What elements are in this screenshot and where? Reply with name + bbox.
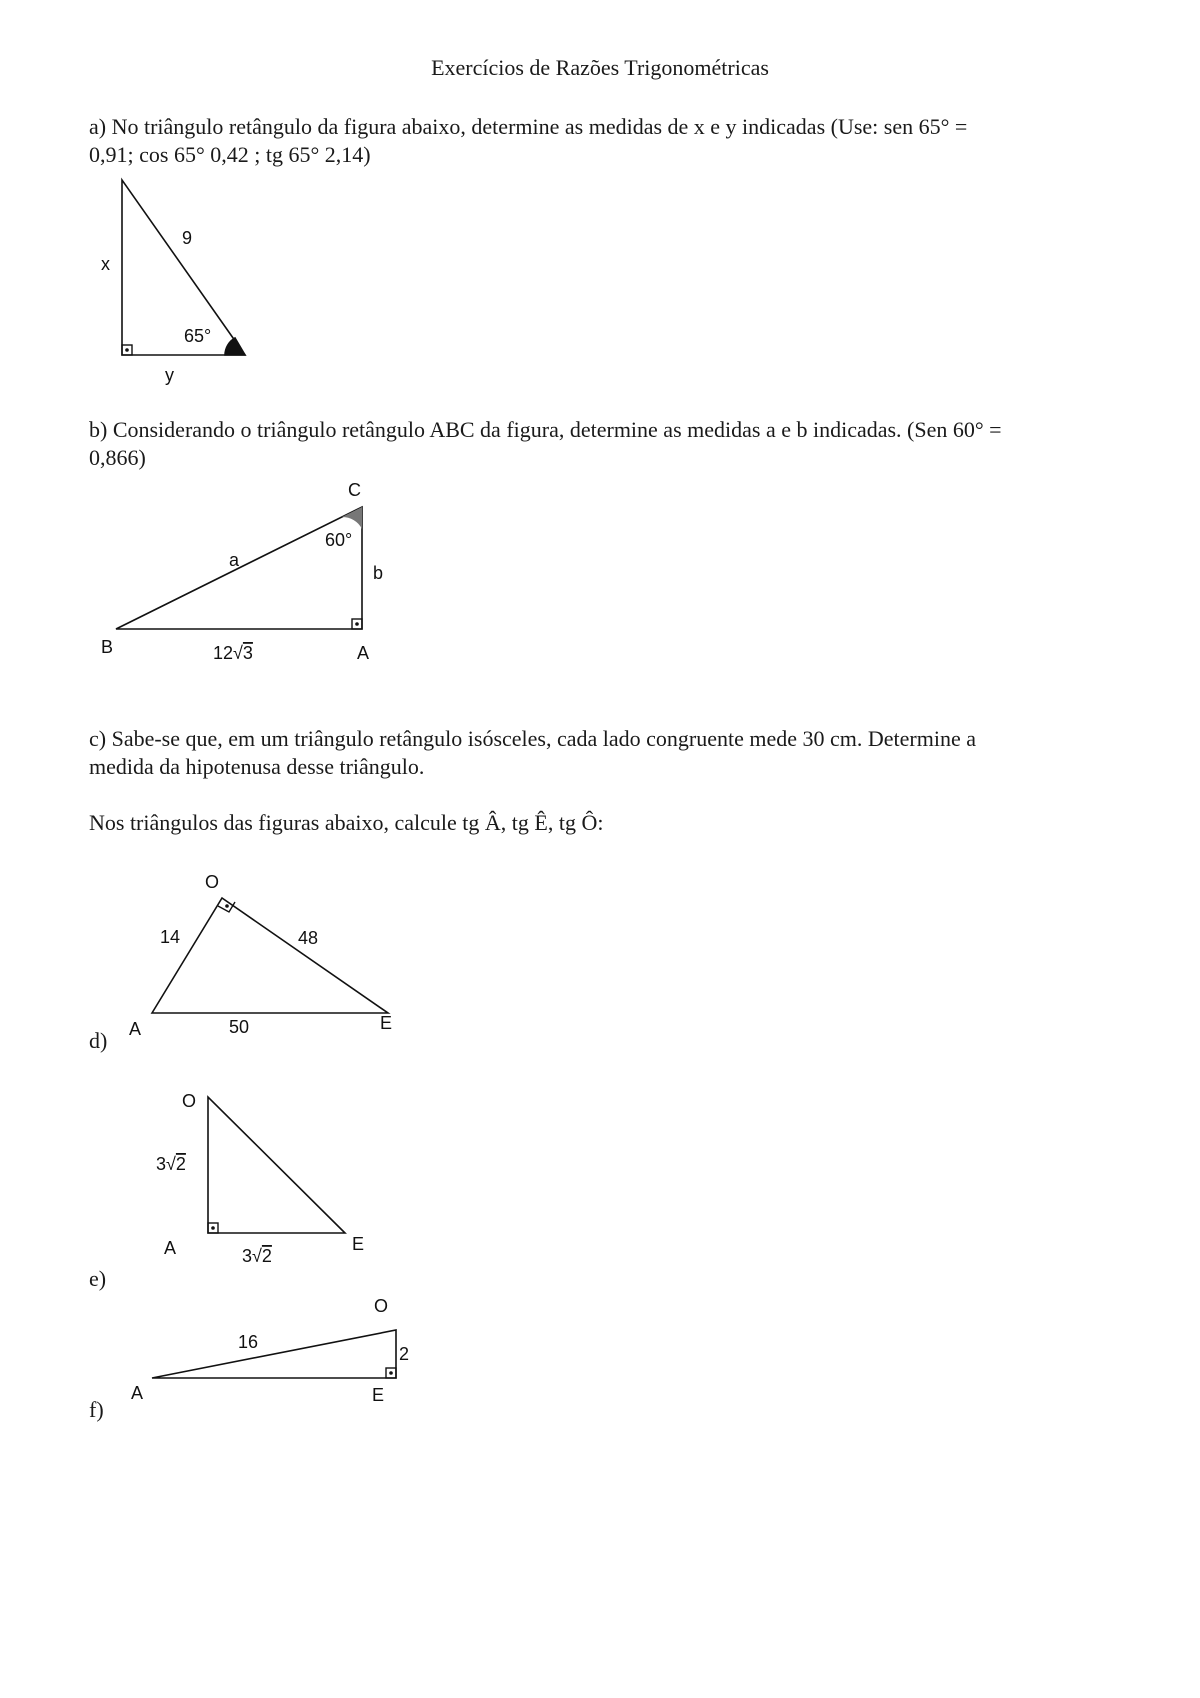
label-x: x [101,254,110,274]
vertex-A: A [164,1238,177,1258]
vertex-O: O [205,872,220,892]
vertex-A: A [129,1019,142,1039]
side-14: 14 [160,927,181,947]
label-b: b [373,563,384,583]
vertex-A: A [357,643,370,663]
vertex-O: O [182,1091,197,1111]
side-48: 48 [298,928,319,948]
radicand-2: 2 [175,1154,186,1174]
angle-60-fill [342,507,362,529]
right-angle-dot [211,1226,215,1230]
label-e: e) [89,1266,107,1291]
triangle-f-outline [152,1330,396,1378]
label-12-sqrt-3 [213,643,253,663]
radical-sign: √ [252,1246,262,1266]
vertex-E: E [380,1013,393,1033]
triangle-figure-f [125,1290,425,1420]
side-3-sqrt-2-vertical [156,1154,186,1174]
exercise-b-text [89,416,1119,472]
vertex-B: B [101,637,114,657]
right-angle-dot [125,348,129,352]
page-title: Exercícios de Razões Trigonométricas [431,55,769,80]
triangle-e-outline [208,1097,345,1233]
exercise-c-line-1: c) Sabe-se que, em um triângulo retângulo isósceles, cada lado congruente mede 30 cm. Determine a [89,726,977,751]
triangle-figure-a [95,175,265,390]
radical-sign: √ [166,1154,176,1174]
label-y: y [165,365,174,385]
exercise-c-line-2: medida da hipotenusa desse triângulo. [89,754,425,779]
side-50: 50 [229,1017,250,1037]
exercise-b-line-1: b) Considerando o triângulo retângulo ABC da figura, determine as medidas a e b indicadas. (Sen 60° = [89,417,1002,442]
label-f: f) [89,1397,104,1422]
triangle-d-outline [152,898,388,1013]
label-d: d) [89,1028,108,1053]
side-3-sqrt-2-horizontal [242,1246,272,1266]
exercise-b-line-2: 0,866) [89,445,146,470]
angle-65-fill [225,338,245,355]
right-angle-dot [355,622,359,626]
angle-60deg: 60° [325,530,353,550]
label-9: 9 [182,228,193,248]
vertex-E: E [352,1234,365,1254]
label-65deg: 65° [184,326,212,346]
side-2: 2 [399,1344,410,1364]
exercise-a-line-2: 0,91; cos 65° 0,42 ; tg 65° 2,14) [89,142,371,167]
vertex-O: O [374,1296,389,1316]
vertex-C: C [348,480,361,500]
radicand-2: 2 [261,1246,272,1266]
right-angle-dot [225,904,229,908]
coef-3: 3 [242,1246,253,1266]
radicand-3: 3 [242,643,253,663]
label-a: a [229,550,240,570]
exercise-c-text [89,725,1119,781]
radical-sign: √ [233,643,243,663]
vertex-A: A [131,1383,144,1403]
exercise-a-text [89,113,1119,169]
triangle-figure-e [140,1085,390,1275]
triangle-figure-b [95,478,395,668]
instruction-text: Nos triângulos das figuras abaixo, calcule tg Â, tg Ê, tg Ô: [89,810,604,835]
side-16: 16 [238,1332,259,1352]
vertex-E: E [372,1385,385,1405]
triangle-figure-d [125,868,405,1043]
right-angle-dot [389,1371,393,1375]
exercise-a-line-1: a) No triângulo retângulo da figura abaixo, determine as medidas de x e y indicadas (Use: sen 65° = [89,114,968,139]
coef-12: 12 [213,643,234,663]
coef-3: 3 [156,1154,167,1174]
